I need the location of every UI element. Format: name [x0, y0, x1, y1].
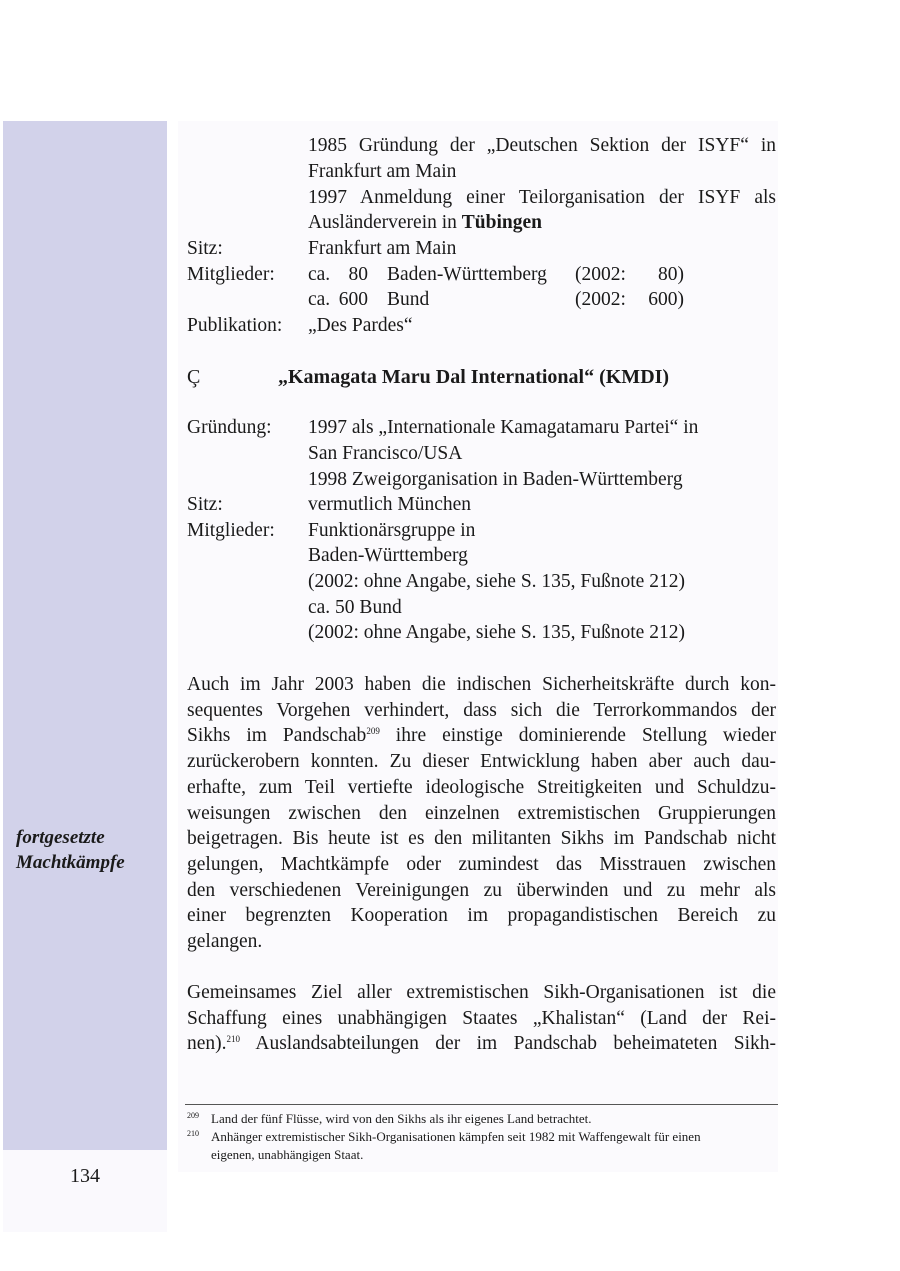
footnote-text: Land der fünf Flüsse, wird von den Sikhs als ihr eigenes Land betrachtet. — [211, 1111, 592, 1126]
paragraph-line: erhafte, zum Teil vertiefte ideologische Streitigkeiten und Schuldzu- — [187, 776, 776, 798]
isyf-founding-1997-line2 — [308, 210, 542, 236]
paragraph-line: Schaffung eines unabhängigen Staates „Khalistan“ (Land der Rei- — [187, 1007, 776, 1029]
isyf-founding-1985-line2: Frankfurt am Main — [308, 161, 457, 182]
isyf-member-prev-count: 600) — [648, 289, 684, 310]
kmdi-members-line5: (2002: ohne Angabe, siehe S. 135, Fußnote 212) — [308, 622, 685, 643]
isyf-founding-1997-prefix: Ausländerverein in — [308, 212, 462, 233]
isyf-member-count: 80 — [348, 264, 368, 285]
paragraph-line: Auch im Jahr 2003 haben die indischen Sicherheitskräfte durch kon- — [187, 674, 776, 695]
isyf-member-region: Baden-Württemberg — [387, 264, 547, 285]
isyf-publication-value: „Des Pardes“ — [308, 315, 413, 336]
kmdi-heading — [187, 364, 669, 390]
body-paragraph-2 — [187, 980, 776, 1057]
kmdi-members-line3: (2002: ohne Angabe, siehe S. 135, Fußnote 212) — [308, 571, 685, 592]
kmdi-gruendung-line1: 1997 als „Internationale Kamagatamaru Partei“ in — [308, 417, 699, 438]
footnote-text: Anhänger extremistischer Sikh-Organisationen kämpfen seit 1982 mit Waffengewalt für einen — [211, 1129, 701, 1144]
isyf-member-region: Bund — [387, 289, 430, 310]
isyf-sitz-value: Frankfurt am Main — [308, 238, 457, 259]
kmdi-gruendung-line3: 1998 Zweigorganisation in Baden-Württemberg — [308, 469, 683, 490]
sidebar-lower-band — [3, 1150, 167, 1232]
paragraph-line: sequentes Vorgehen verhindert, dass sich die Terrorkommandos der — [187, 699, 776, 721]
isyf-member-prev-year: (2002: — [575, 289, 626, 310]
isyf-sitz-label: Sitz: — [187, 238, 223, 259]
isyf-founding-1997-bold: Tübingen — [461, 212, 543, 233]
paragraph-line: den verschiedenen Vereinigungen zu überwinden und zu mehr als — [187, 879, 776, 901]
paragraph-line: beigetragen. Bis heute ist es den militanten Sikhs im Pandschab nicht — [187, 828, 776, 850]
isyf-member-approx: ca. — [308, 289, 331, 310]
isyf-founding-1985-line1: 1985 Gründung der „Deutschen Sektion der ISYF“ in — [308, 135, 776, 156]
margin-note-line1: fortgesetzte — [16, 827, 105, 848]
kmdi-sitz-label: Sitz: — [187, 494, 223, 515]
paragraph-line: weisungen zwischen den einzelnen extremistischen Gruppierungen — [187, 802, 776, 824]
bullet-icon: Ç — [187, 366, 201, 388]
margin-note-line2: Machtkämpfe — [16, 852, 125, 873]
paragraph-text: nen). — [187, 1033, 227, 1055]
kmdi-members-line1: Funktionärsgruppe in — [308, 520, 476, 541]
isyf-member-prev-count: 80) — [658, 264, 684, 285]
paragraph-text: ihre einstige dominierende Stellung wieder — [379, 725, 776, 747]
paragraph-line: gelungen, Machtkämpfe oder zumindest das Misstrauen zwischen — [187, 853, 776, 875]
kmdi-members-label: Mitglieder: — [187, 520, 275, 541]
footnote-ref-209[interactable]: 209 — [366, 726, 380, 737]
isyf-members-label: Mitglieder: — [187, 264, 275, 285]
kmdi-title: „Kamagata Maru Dal International“ (KMDI) — [278, 366, 670, 388]
paragraph-text: Auslandsabteilungen der im Pandschab beheimateten Sikh- — [240, 1033, 776, 1055]
paragraph-line: Gemeinsames Ziel aller extremistischen Sikh-Organisationen ist die — [187, 982, 776, 1003]
footnote-number: 209 — [187, 1111, 199, 1120]
kmdi-members-line4: ca. 50 Bund — [308, 597, 402, 618]
kmdi-gruendung-line2: San Francisco/USA — [308, 443, 463, 464]
sidebar-band — [3, 121, 167, 1150]
kmdi-sitz-value: vermutlich München — [308, 494, 471, 515]
footnote-number: 210 — [187, 1129, 199, 1138]
paragraph-line — [187, 723, 776, 749]
isyf-publication-label: Publikation: — [187, 315, 283, 336]
kmdi-gruendung-label: Gründung: — [187, 417, 272, 438]
page-number: 134 — [70, 1165, 100, 1187]
isyf-member-approx: ca. — [308, 264, 331, 285]
paragraph-line: einer begrenzten Kooperation im propagandistischen Bereich zu — [187, 905, 776, 927]
isyf-founding-1997-line1: 1997 Anmeldung einer Teilorganisation der ISYF als — [308, 187, 776, 208]
body-paragraph-1 — [187, 672, 776, 955]
paragraph-line — [187, 1031, 776, 1057]
footnote-ref-210[interactable]: 210 — [226, 1034, 241, 1045]
paragraph-line: zurückerobern konnten. Zu dieser Entwicklung haben aber auch dau- — [187, 751, 776, 773]
isyf-member-count: 600 — [338, 289, 368, 310]
margin-note — [16, 825, 166, 875]
footnote-divider — [185, 1104, 778, 1105]
footnote-text: eigenen, unabhängigen Staat. — [211, 1147, 364, 1162]
kmdi-members-line2: Baden-Württemberg — [308, 545, 468, 566]
isyf-member-prev-year: (2002: — [575, 264, 626, 285]
paragraph-line: gelangen. — [187, 931, 263, 953]
paragraph-text: Sikhs im Pandschab — [187, 725, 367, 747]
